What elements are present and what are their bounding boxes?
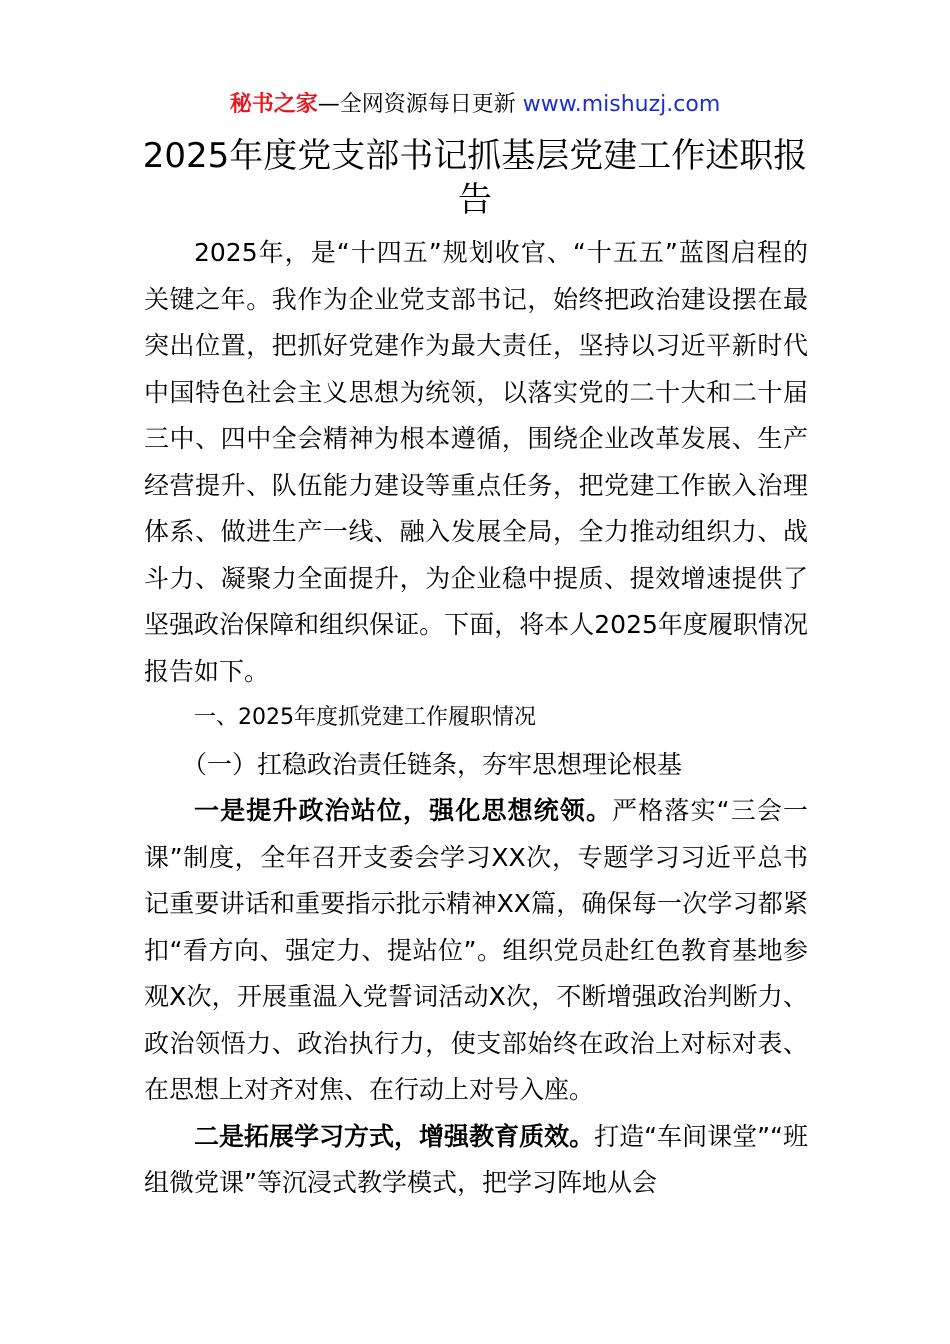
site-name: 秘书之家 <box>229 92 318 117</box>
intro-paragraph: 2025年，是“十四五”规划收官、“十五五”蓝图启程的关键之年。我作为企业党支部书记，始终把政治建设摆在最突出位置，把抓好党建作为最大责任，坚持以习近平新时代中国特色社会主义思想为统领，以落实党的二十大和二十届三中、四中全会精神为根本遵循，围绕企业改革发展、生产经营提升、队伍能力建设等重点任务，把党建工作嵌入治理体系、做进生产一线、融入发展全局，全力推动组织力、战斗力、凝聚力全面提升，为企业稳中提质、提效增速提供了坚强政治保障和组织保证。下面，将本人2025年度履职情况报告如下。 <box>144 238 808 686</box>
point-text-2: 打造“车间课堂”“班组微党课”等沉浸式教学模式，把学习阵地从会 <box>144 1121 808 1197</box>
site-tagline: —全网资源每日更新 <box>317 92 523 117</box>
subsection-heading: （一）扛稳政治责任链条，夯牢思想理论根基 <box>182 749 683 779</box>
point-paragraph-2 <box>144 1114 808 1207</box>
point-text-1: 严格落实“三会一课”制度，全年召开支委会学习XX次，专题学习习近平总书记重要讲话和重要指示批示精神XX篇，确保每一次学习都紧扣“看方向、强定力、提站位”。组织党员赴红色教育基地参观X次，开展重温入党誓词活动X次，不断增强政治判断力、政治领悟力、政治执行力，使支部始终在政治上对标对表、在思想上对齐对焦、在行动上对号入座。 <box>144 796 808 1104</box>
site-url-link[interactable]: www.mishuzj.com <box>522 92 721 117</box>
point-paragraph-1 <box>144 788 808 1114</box>
document-title: 2025年度党支部书记抓基层党建工作述职报告 <box>142 136 808 220</box>
document-body <box>144 230 808 1207</box>
point-lead-1: 一是提升政治站位，强化思想统领。 <box>194 796 613 825</box>
section-heading: 一、2025年度抓党建工作履职情况 <box>194 705 536 730</box>
point-lead-2: 二是拓展学习方式，增强教育质效。 <box>194 1121 595 1151</box>
site-header <box>0 88 950 122</box>
